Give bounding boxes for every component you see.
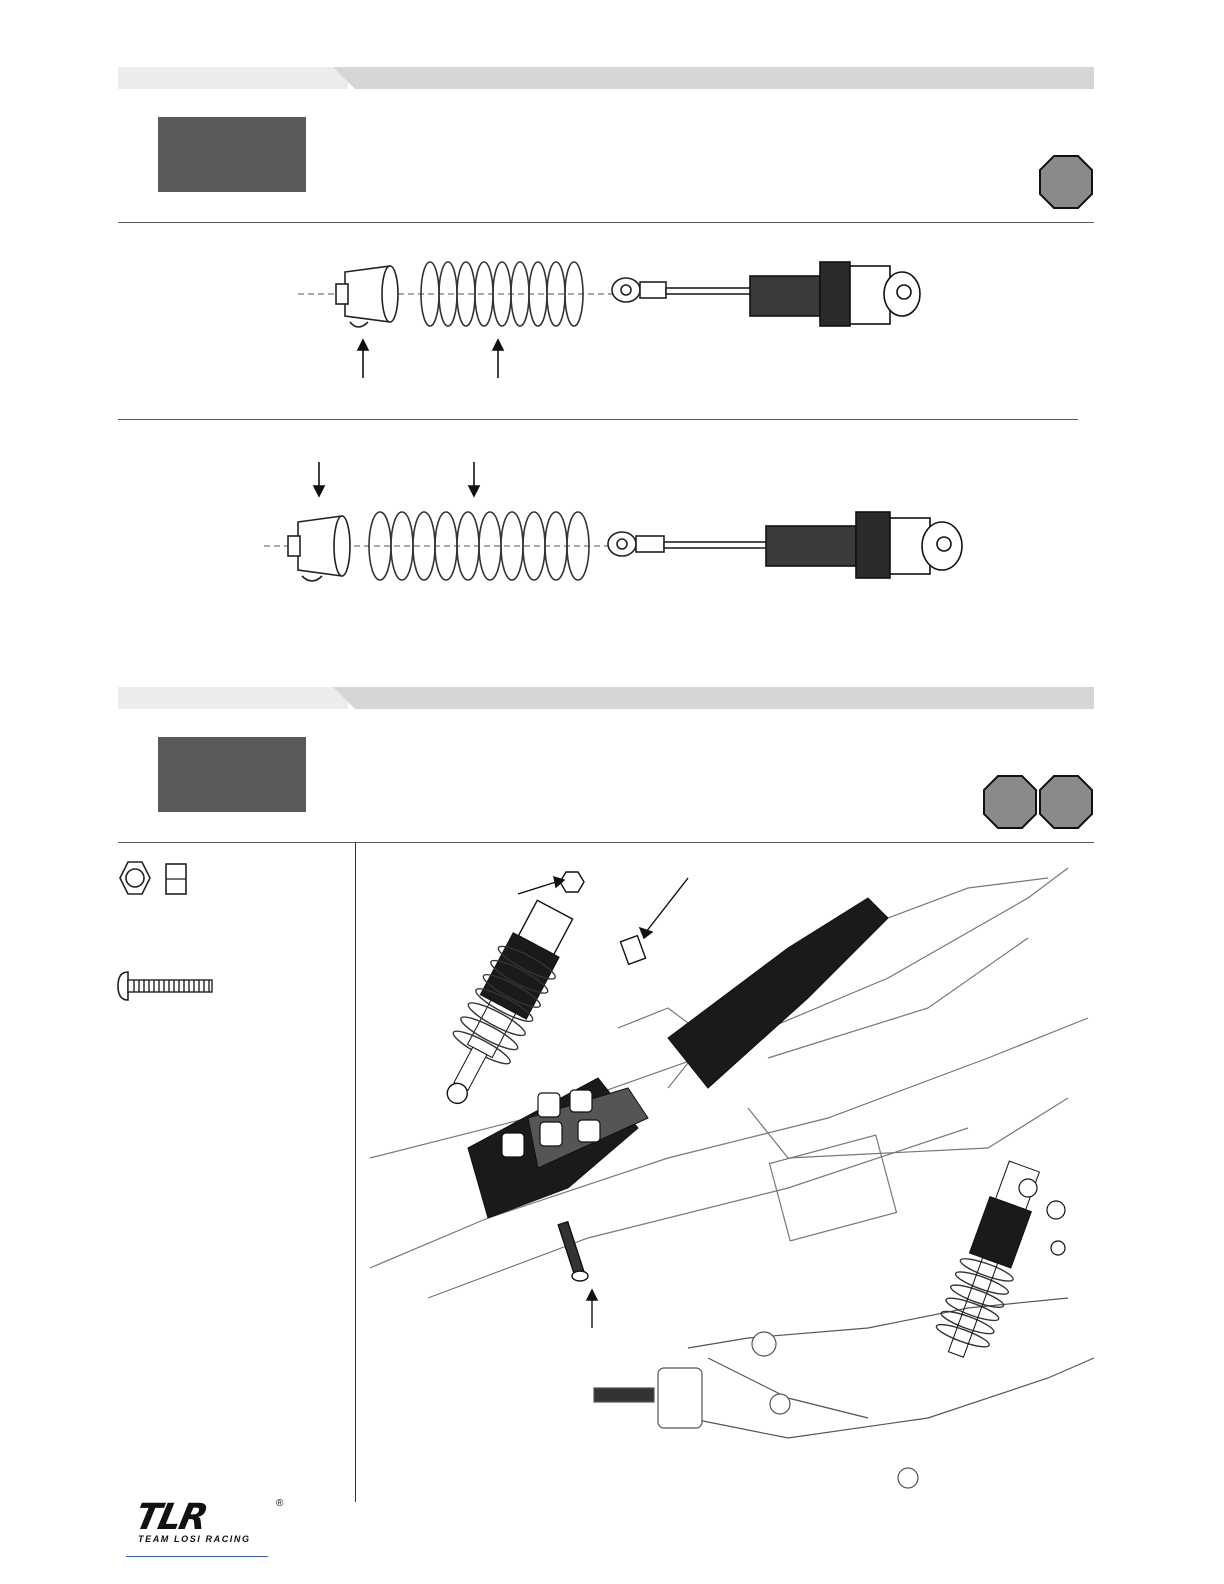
button-head-screw-icon (118, 972, 212, 1000)
logo-mark: TLR (131, 1497, 210, 1538)
logo-registered-mark: ® (276, 1498, 284, 1509)
section-2-header-bar (118, 687, 1094, 709)
shock-tower-icon (668, 898, 888, 1088)
shock-absorber-icon (424, 895, 583, 1118)
section-2-divider (118, 842, 1094, 843)
tlr-logo (131, 1497, 284, 1546)
step-2-badges (982, 774, 1094, 830)
step-1-number-box (158, 117, 306, 192)
shock-assembly-diagram-b (256, 460, 976, 600)
front-suspension-inset (594, 1298, 1094, 1488)
shock-body-icon (750, 262, 920, 326)
step-2-number-box (158, 737, 306, 812)
footer-link-underline (126, 1556, 268, 1557)
shock-shaft-icon (612, 278, 756, 302)
shock-assembly-diagram-a (290, 250, 940, 390)
step-1-badge (1038, 154, 1094, 210)
spring-cup-icon (336, 266, 398, 327)
logo-tagline: TEAM LOSI RACING (138, 1534, 251, 1544)
shock-body-icon (766, 512, 962, 578)
chassis-assembly-illustration (368, 858, 1094, 1498)
section-1-header-bar (118, 67, 1094, 89)
row-divider (118, 419, 1078, 420)
section-1-divider (118, 222, 1094, 223)
parts-column-divider (355, 842, 356, 1502)
shock-shaft-icon (608, 532, 770, 556)
lock-nut-icon (120, 862, 150, 894)
hardware-list (114, 860, 224, 1020)
spring-cup-icon (288, 516, 350, 581)
spacer-icon (166, 864, 186, 894)
